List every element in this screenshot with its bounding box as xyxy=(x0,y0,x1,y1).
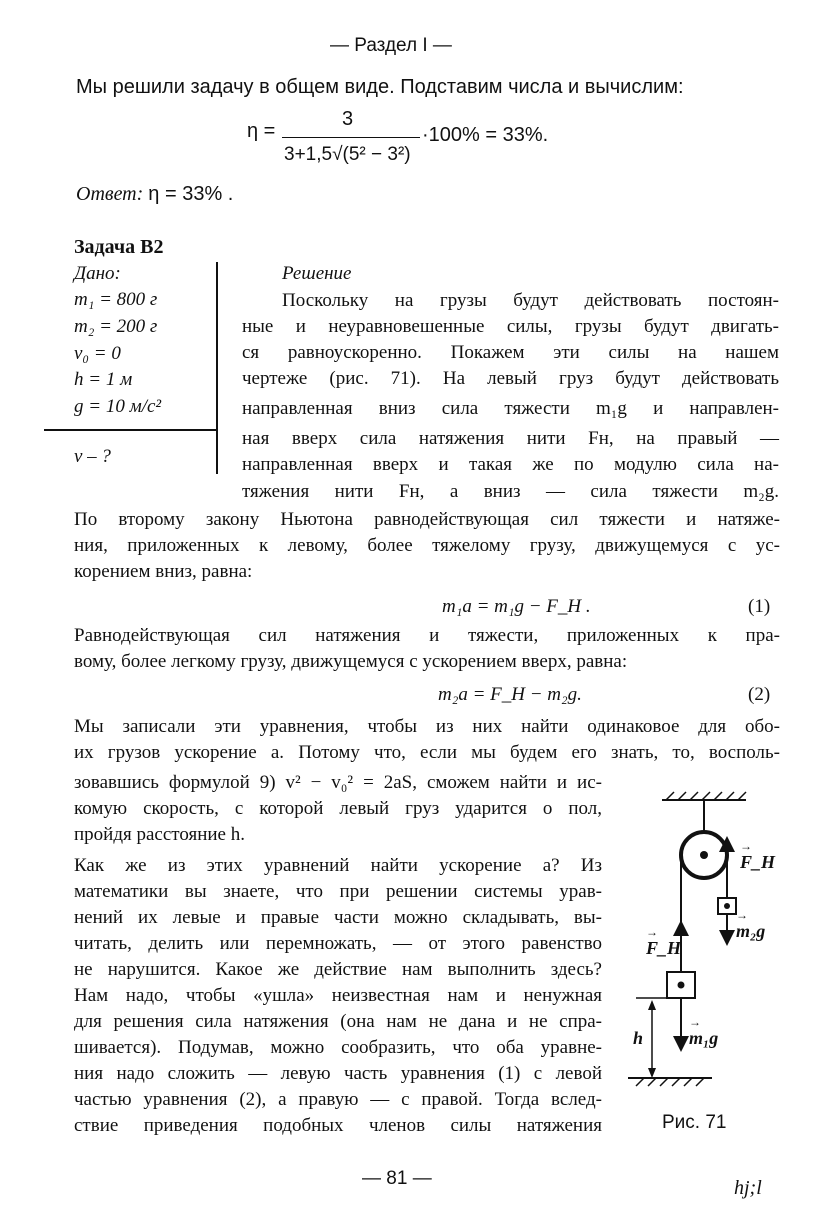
label-h: h xyxy=(633,1028,644,1048)
paragraph-line: вому, более легкому грузу, движущемуся с ускорением вверх, равна: xyxy=(74,651,628,672)
solution-line: направленная вниз сила тяжести m₁g и направлен- xyxy=(242,398,779,419)
paragraph-line: шивается). Подумав, можно сообразить, что оба уравне- xyxy=(74,1037,602,1058)
given-item: h = 1 м xyxy=(74,369,133,390)
paragraph-line: По второму закону Ньютона равнодействующая сил тяжести и натяже- xyxy=(74,509,780,530)
figure-caption: Рис. 71 xyxy=(662,1112,727,1133)
given-item: g = 10 м/с² xyxy=(74,396,162,417)
paragraph-line: нений их левые и правые части можно складывать, вы- xyxy=(74,907,602,928)
eta-numerator: 3 xyxy=(342,108,354,130)
eta-lhs: η = xyxy=(247,120,276,142)
solution-line: Поскольку на грузы будут действовать постоян- xyxy=(282,290,779,311)
floor xyxy=(628,1078,712,1086)
find-item: v – ? xyxy=(74,446,111,467)
equation-1-number: (1) xyxy=(748,596,771,617)
given-label: Дано: xyxy=(74,263,121,284)
paragraph-line: не нарушится. Какое же действие нам выполнить здесь? xyxy=(74,959,602,980)
page-number: — 81 — xyxy=(362,1168,432,1189)
paragraph-line: зовавшись формулой 9) v² − v₀² = 2aS, сможем найти и ис- xyxy=(74,772,602,793)
label-fh-left: → F_H xyxy=(646,938,681,959)
label-m2g: → m₂g xyxy=(736,921,765,942)
solution-line: ные и неуравновешенные силы, грузы будут двигать- xyxy=(242,316,779,337)
solution-line: ная вверх сила натяжения нити Fн, на правый — xyxy=(242,428,779,449)
given-divider xyxy=(44,429,216,431)
solution-label: Решение xyxy=(282,263,352,284)
pulley-axle xyxy=(700,851,708,859)
answer-line xyxy=(76,180,233,208)
solution-line: ся равноускоренно. Покажем эти силы на нашем xyxy=(242,342,779,363)
paragraph-line: ния надо сложить — левую часть уравнения (1) с левой xyxy=(74,1063,602,1084)
paragraph-line: комую скорость, с которой левый груз ударится о пол, xyxy=(74,798,602,819)
paragraph-line: Как же из этих уравнений найти ускорение a? Из xyxy=(74,855,602,876)
given-item: m₂ = 200 г xyxy=(74,316,158,337)
paragraph-line: Нам надо, чтобы «ушла» неизвестная нам и ненужная xyxy=(74,985,602,1006)
paragraph-line: математики вы знаете, что при решении системы урав- xyxy=(74,881,602,902)
ceiling xyxy=(662,792,746,800)
equation-2: m₂a = F_H − m₂g. xyxy=(438,684,582,705)
footer-note: hj;l xyxy=(734,1177,762,1199)
paragraph-line: Равнодействующая сил натяжения и тяжести, приложенных к пра- xyxy=(74,625,780,646)
given-separator xyxy=(216,262,218,474)
paragraph-line: читать, делить или перемножать, — от этого равенство xyxy=(74,933,602,954)
paragraph-line: ствие приведения подобных членов силы натяжения xyxy=(74,1115,602,1136)
paragraph-line: ния, приложенных к левому, более тяжелому грузу, движущемуся с ус- xyxy=(74,535,780,556)
given-item: v₀ = 0 xyxy=(74,343,121,364)
section-header: — Раздел I — xyxy=(330,35,452,56)
paragraph-line: их грузов ускорение a. Потому что, если мы будем его знать, то, восполь- xyxy=(74,742,780,763)
answer-label: Ответ: xyxy=(76,183,144,205)
paragraph-line: Мы записали эти уравнения, чтобы из них найти одинаковое для обо- xyxy=(74,716,780,737)
eta-denominator: 3+1,5√(5² − 3²) xyxy=(284,144,411,165)
label-fh-right: → F_H xyxy=(740,852,775,873)
eta-rhs: ·100% = 33%. xyxy=(422,124,549,146)
solution-line: направленная вверх и такая же по модулю сила на- xyxy=(242,454,779,475)
answer-value: η = 33% . xyxy=(148,183,234,205)
label-m1g: → m₁g xyxy=(689,1028,718,1049)
intro-text: Мы решили задачу в общем виде. Подставим числа и вычислим: xyxy=(76,76,684,98)
given-item: m₁ = 800 г xyxy=(74,289,158,310)
problem-title: Задача В2 xyxy=(74,236,164,258)
paragraph-line: пройдя расстояние h. xyxy=(74,824,245,845)
paragraph-line: корением вниз, равна: xyxy=(74,561,253,582)
paragraph-line: частью уравнения (2), а правую — с правой. Тогда вслед- xyxy=(74,1089,602,1110)
fraction-bar xyxy=(282,137,420,138)
solution-line: тяжения нити Fн, а вниз — сила тяжести m₂g. xyxy=(242,481,779,502)
paragraph-line: для решения сила натяжения (она нам не дана и не спра- xyxy=(74,1011,602,1032)
solution-line: чертеже (рис. 71). На левый груз будут действовать xyxy=(242,368,779,389)
equation-1: m₁a = m₁g − F_H . xyxy=(442,596,591,617)
equation-2-number: (2) xyxy=(748,684,771,705)
